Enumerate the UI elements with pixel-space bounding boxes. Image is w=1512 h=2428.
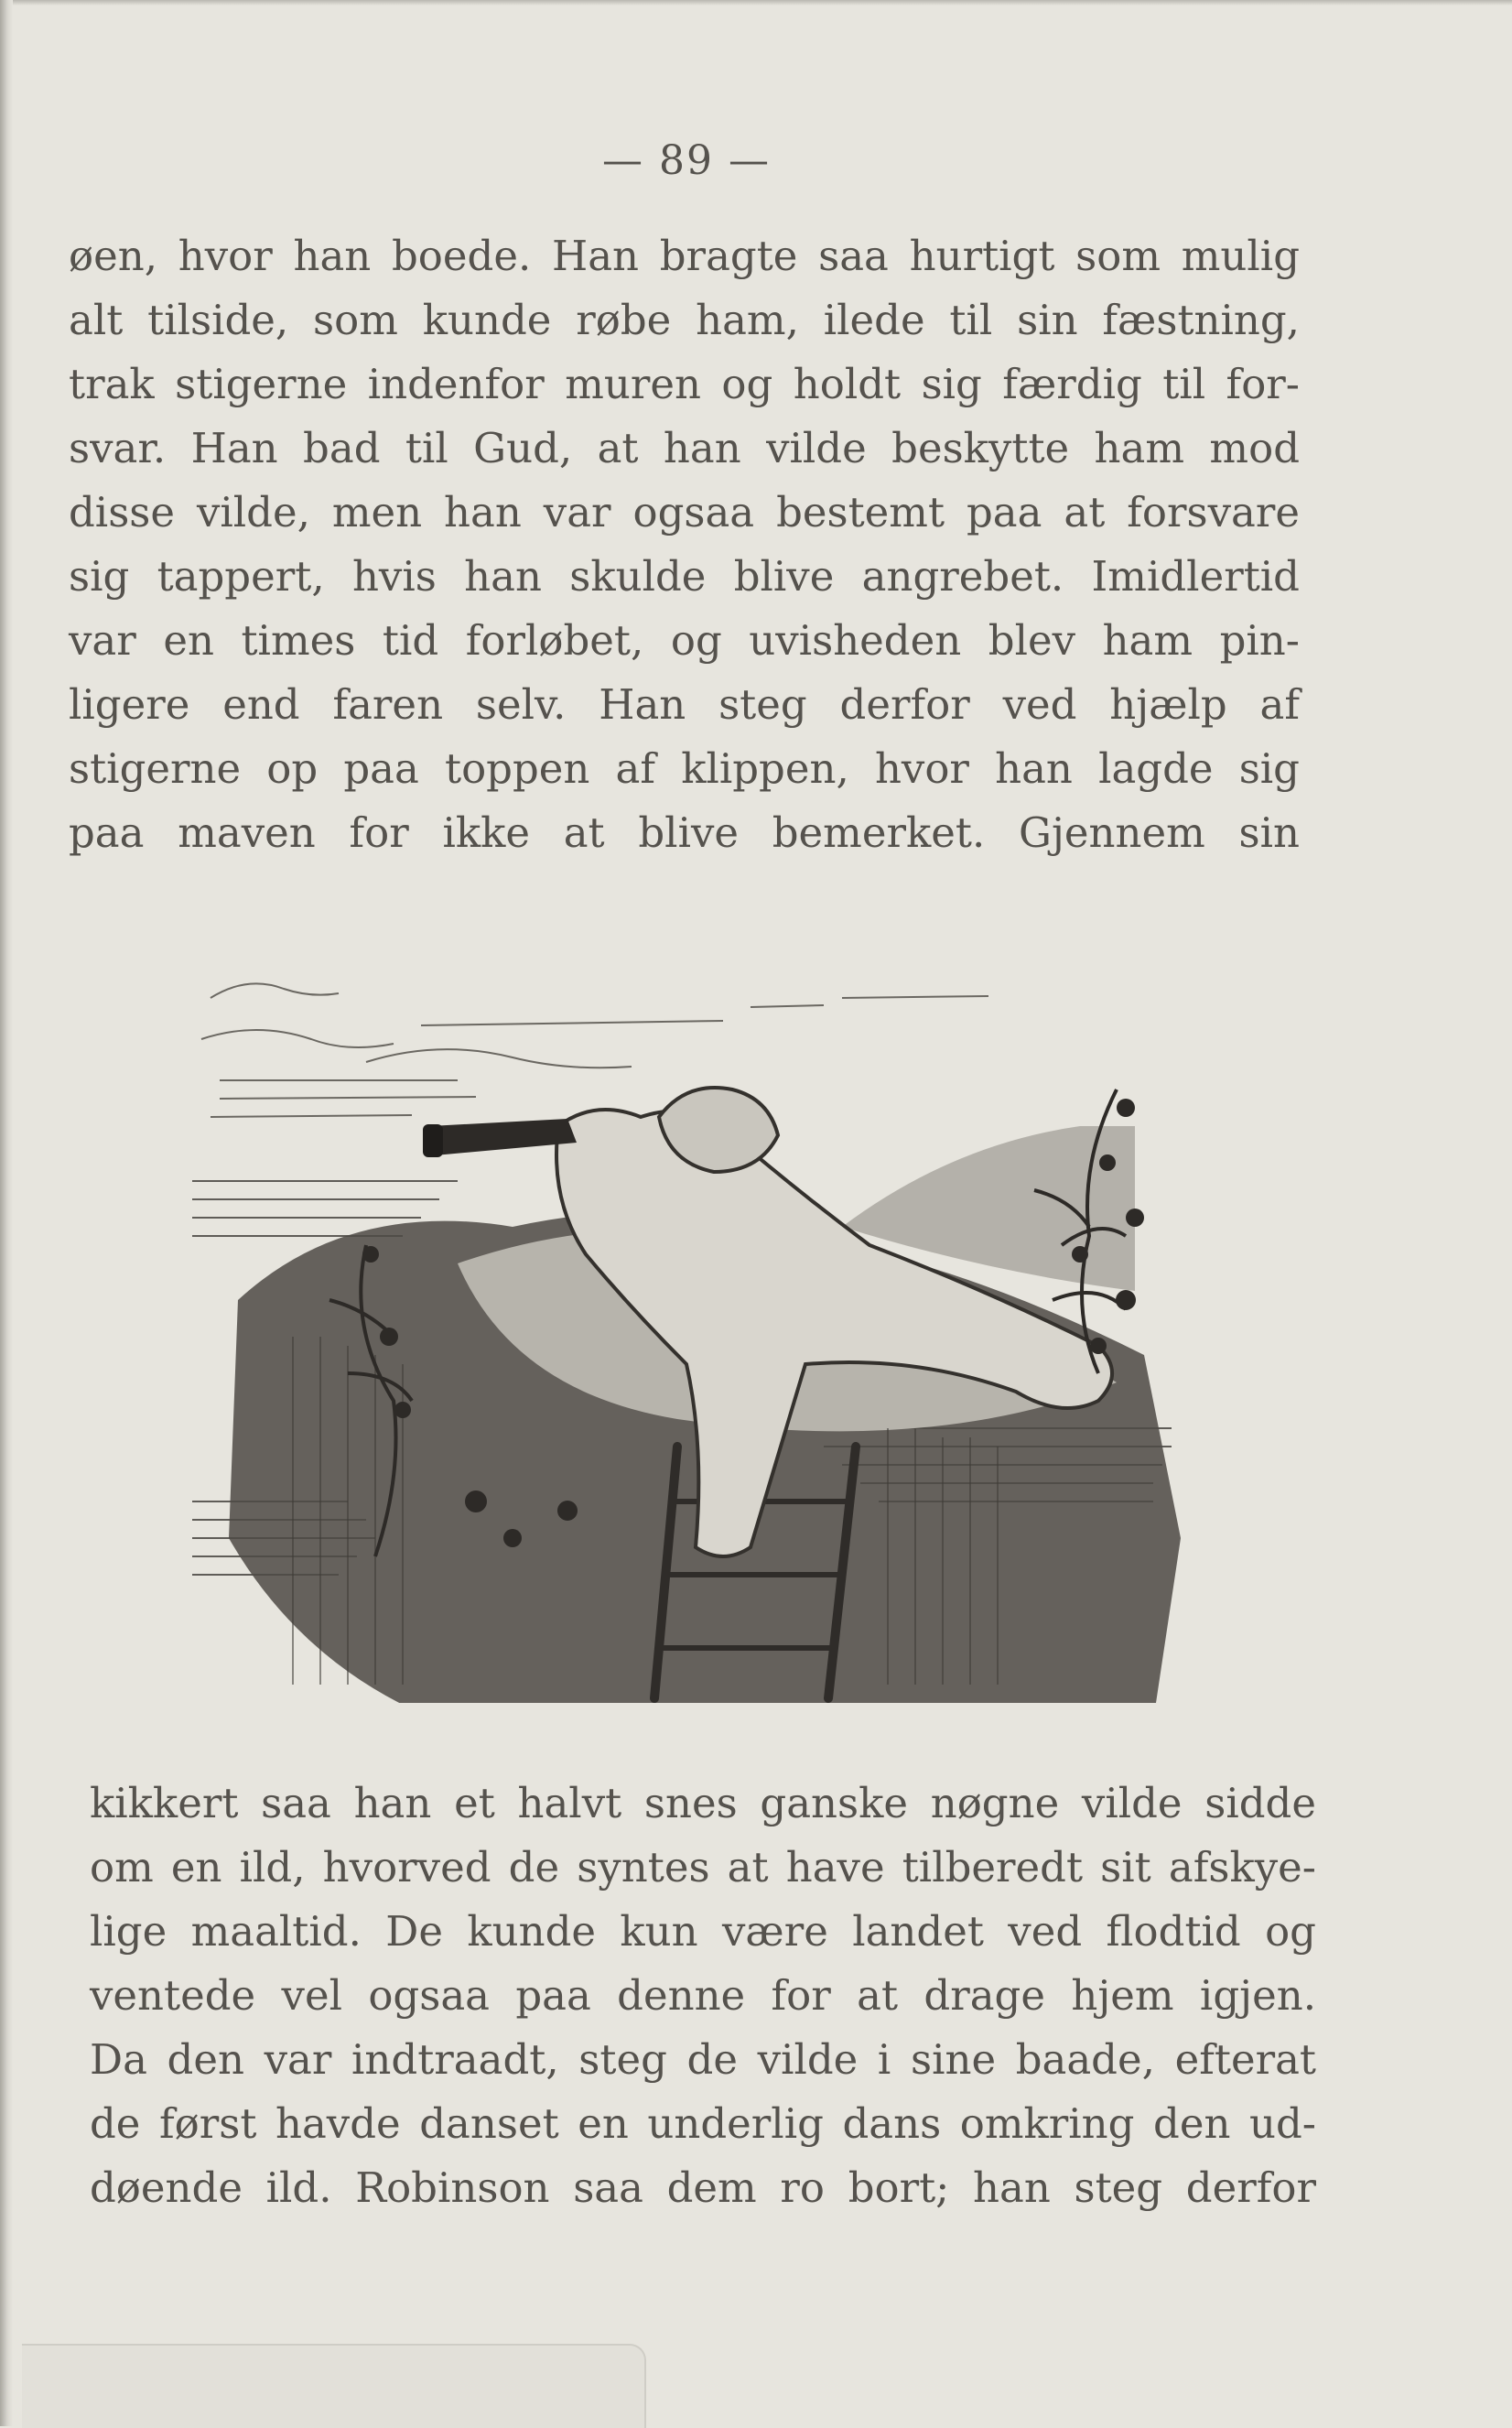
text-line: var en times tid forløbet, og uvisheden blev ham pin- — [69, 616, 1300, 665]
text-line: kikkert saa han et halvt snes ganske nøgne vilde sidde — [90, 1779, 1316, 1827]
text-line: sig tappert, hvis han skulde blive angrebet. Imidlertid — [69, 552, 1300, 601]
text-line: alt tilside, som kunde røbe ham, ilede til sin fæstning, — [69, 296, 1300, 344]
page-top-edge — [0, 0, 1512, 5]
text-line: ligere end faren selv. Han steg derfor ved hjælp af — [69, 680, 1300, 729]
paragraph-top — [69, 224, 1300, 865]
page-bottom-tab — [22, 2344, 646, 2428]
text-line: paa maven for ikke at blive bemerket. Gjennem sin — [69, 808, 1300, 857]
text-line: stigerne op paa toppen af klippen, hvor han lagde sig — [69, 744, 1300, 793]
text-line: Da den var indtraadt, steg de vilde i sine baade, efterat — [90, 2035, 1316, 2084]
paragraph-bottom — [90, 1772, 1316, 2220]
text-line: de først havde danset en underlig dans omkring den ud- — [90, 2099, 1316, 2148]
text-line: trak stigerne indenfor muren og holdt sig færdig til for- — [69, 360, 1300, 408]
text-line: disse vilde, men han var ogsaa bestemt paa at forsvare — [69, 488, 1300, 537]
text-line: om en ild, hvorved de syntes at have tilberedt sit afskye- — [90, 1843, 1316, 1891]
text-line: ventede vel ogsaa paa denne for at drage hjem igjen. — [90, 1971, 1316, 2020]
text-line: øen, hvor han boede. Han bragte saa hurtigt som mulig — [69, 232, 1300, 280]
text-line: svar. Han bad til Gud, at han vilde beskytte ham mod — [69, 424, 1300, 472]
text-line: lige maaltid. De kunde kun være landet ved flodtid og — [90, 1907, 1316, 1956]
page-number: — 89 — — [602, 137, 771, 184]
page-binding-edge — [0, 0, 13, 2426]
engraving-robinson-spyglass — [183, 952, 1190, 1703]
text-line: døende ild. Robinson saa dem ro bort; han steg derfor — [90, 2163, 1316, 2212]
